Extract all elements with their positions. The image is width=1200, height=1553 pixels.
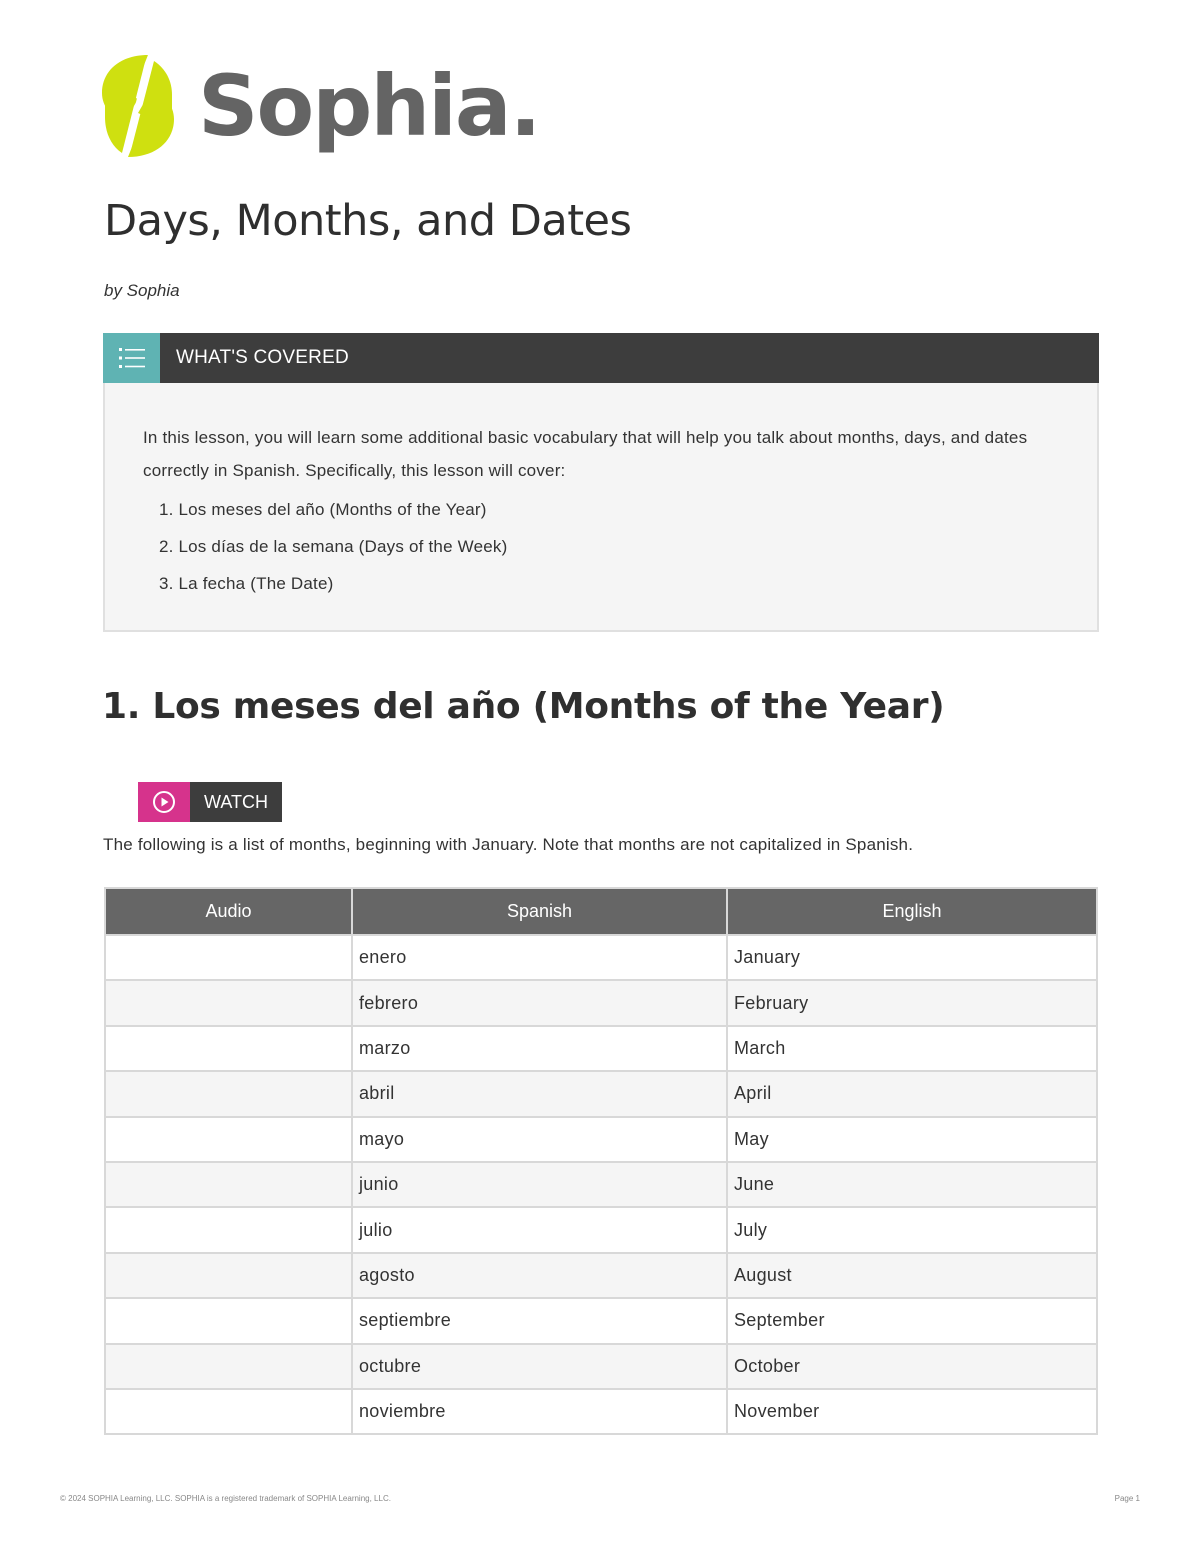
- watch-button[interactable]: [138, 782, 282, 822]
- whats-covered-label: WHAT'S COVERED: [176, 347, 349, 368]
- audio-cell[interactable]: [105, 1117, 352, 1162]
- english-cell: March: [727, 1026, 1097, 1071]
- logo-text: Sophia.: [198, 57, 540, 155]
- english-cell: January: [727, 935, 1097, 980]
- header-spanish: Spanish: [352, 888, 727, 935]
- spanish-cell: mayo: [352, 1117, 727, 1162]
- watch-label: WATCH: [190, 782, 282, 822]
- audio-cell[interactable]: [105, 1026, 352, 1071]
- english-cell: June: [727, 1162, 1097, 1207]
- spanish-cell: junio: [352, 1162, 727, 1207]
- audio-cell[interactable]: [105, 1253, 352, 1298]
- footer-page-number: Page 1: [1114, 1494, 1140, 1503]
- audio-cell[interactable]: [105, 1071, 352, 1116]
- table-row: [105, 1071, 1097, 1116]
- whats-covered-box: [103, 333, 1099, 632]
- spanish-cell: marzo: [352, 1026, 727, 1071]
- months-intro: The following is a list of months, beginning with January. Note that months are not capitalized in Spanish.: [103, 835, 914, 854]
- table-row: [105, 1026, 1097, 1071]
- english-cell: October: [727, 1344, 1097, 1389]
- page-title: Days, Months, and Dates: [104, 196, 632, 246]
- spanish-cell: noviembre: [352, 1389, 727, 1434]
- table-row: [105, 1207, 1097, 1252]
- english-cell: February: [727, 980, 1097, 1025]
- english-cell: July: [727, 1207, 1097, 1252]
- english-cell: May: [727, 1117, 1097, 1162]
- table-row: [105, 935, 1097, 980]
- whats-covered-list: [143, 491, 1043, 602]
- sophia-logo: [102, 54, 540, 158]
- footer-copyright: © 2024 SOPHIA Learning, LLC. SOPHIA is a registered trademark of SOPHIA Learning, LLC.: [60, 1494, 391, 1503]
- table-row: [105, 1298, 1097, 1343]
- audio-cell[interactable]: [105, 1344, 352, 1389]
- play-icon: [138, 782, 190, 822]
- spanish-cell: septiembre: [352, 1298, 727, 1343]
- whats-covered-body: [143, 421, 1043, 602]
- whats-covered-intro: In this lesson, you will learn some additional basic vocabulary that will help you talk about months, days, and dates correctly in Spanish. Specifically, this lesson will cover:: [143, 428, 1028, 480]
- spanish-cell: febrero: [352, 980, 727, 1025]
- english-cell: August: [727, 1253, 1097, 1298]
- spanish-cell: abril: [352, 1071, 727, 1116]
- list-item: 1. Los meses del año (Months of the Year): [159, 500, 487, 519]
- table-row: [105, 980, 1097, 1025]
- byline: by Sophia: [104, 281, 180, 300]
- spanish-cell: enero: [352, 935, 727, 980]
- months-table-body: [105, 935, 1097, 1434]
- english-cell: November: [727, 1389, 1097, 1434]
- table-row: [105, 1162, 1097, 1207]
- header-english: English: [727, 888, 1097, 935]
- table-header-row: [105, 888, 1097, 935]
- spanish-cell: octubre: [352, 1344, 727, 1389]
- whats-covered-header: [103, 333, 1099, 383]
- spanish-cell: agosto: [352, 1253, 727, 1298]
- header-audio: Audio: [105, 888, 352, 935]
- months-table: [104, 887, 1098, 1435]
- table-row: [105, 1344, 1097, 1389]
- english-cell: April: [727, 1071, 1097, 1116]
- list-icon: [103, 333, 160, 383]
- list-item: 3. La fecha (The Date): [159, 574, 334, 593]
- table-row: [105, 1117, 1097, 1162]
- spanish-cell: julio: [352, 1207, 727, 1252]
- audio-cell[interactable]: [105, 1389, 352, 1434]
- english-cell: September: [727, 1298, 1097, 1343]
- audio-cell[interactable]: [105, 935, 352, 980]
- list-item: 2. Los días de la semana (Days of the Week): [159, 537, 508, 556]
- audio-cell[interactable]: [105, 1162, 352, 1207]
- audio-cell[interactable]: [105, 1298, 352, 1343]
- table-row: [105, 1253, 1097, 1298]
- sophia-logo-icon: [102, 55, 174, 157]
- section-heading-months: 1. Los meses del año (Months of the Year): [102, 686, 945, 727]
- audio-cell[interactable]: [105, 1207, 352, 1252]
- table-row: [105, 1389, 1097, 1434]
- audio-cell[interactable]: [105, 980, 352, 1025]
